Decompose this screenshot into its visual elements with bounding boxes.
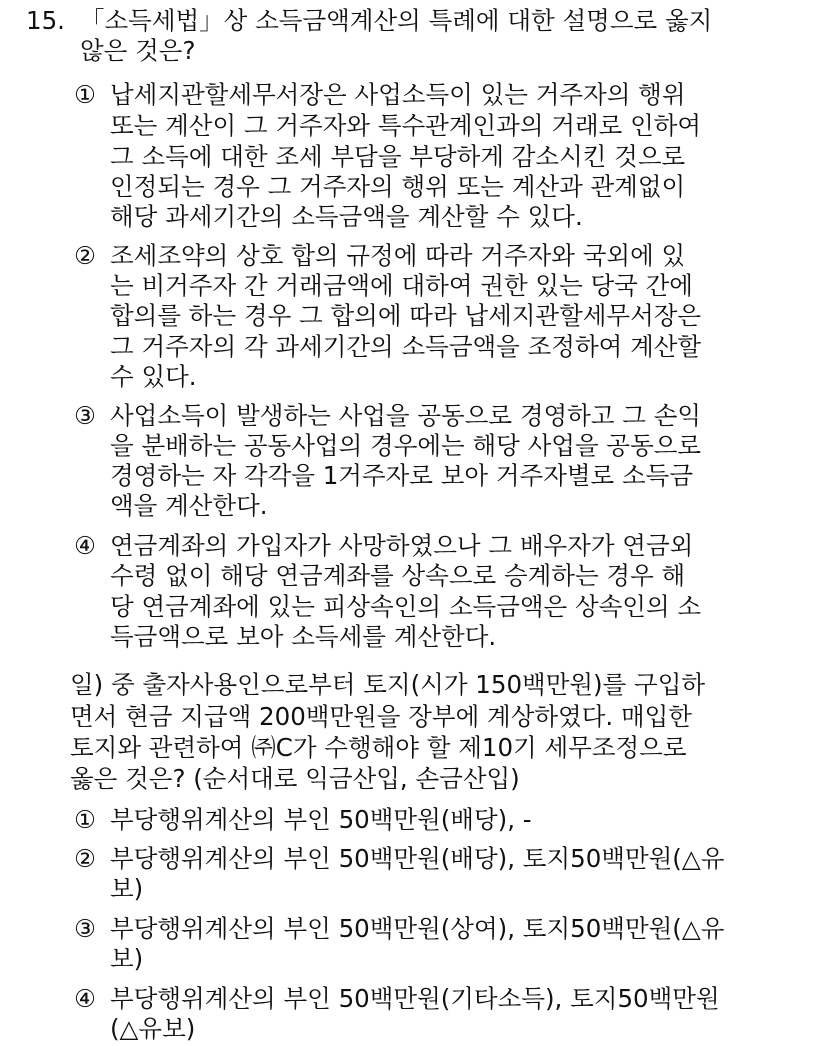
option-text-line: 수령 없이 해당 연금계좌를 상속으로 승계하는 경우 해 bbox=[110, 561, 686, 590]
option-text-line: 는 비거주자 간 거래금액에 대하여 권한 있는 당국 간에 bbox=[110, 271, 693, 300]
option-marker: ② bbox=[74, 844, 96, 873]
option-text-line: 보) bbox=[110, 944, 144, 973]
option-text-line: 부당행위계산의 부인 50백만원(배당), 토지50백만원(△유 bbox=[110, 844, 725, 873]
option-text-line: 수 있다. bbox=[110, 362, 197, 391]
option-text-line: (△유보) bbox=[110, 1014, 196, 1043]
question-stem-line: 않은 것은? bbox=[80, 36, 196, 65]
question-stem-line: 일) 중 출자사용인으로부터 토지(시가 150백만원)를 구입하 bbox=[70, 670, 706, 699]
question-number: 15. bbox=[26, 6, 65, 35]
option-text-line: 당 연금계좌에 있는 피상속인의 소득금액은 상속인의 소 bbox=[110, 592, 702, 621]
option-text-line: 그 소득에 대한 조세 부담을 부당하게 감소시킨 것으로 bbox=[110, 142, 686, 171]
option-marker: ④ bbox=[74, 531, 96, 560]
option-text-line: 을 분배하는 공동사업의 경우에는 해당 사업을 공동으로 bbox=[110, 431, 702, 460]
option-text-line: 부당행위계산의 부인 50백만원(상여), 토지50백만원(△유 bbox=[110, 914, 725, 943]
option-text-line: 그 거주자의 각 과세기간의 소득금액을 조정하여 계산할 bbox=[110, 332, 702, 361]
option-text-line: 연금계좌의 가입자가 사망하였으나 그 배우자가 연금외 bbox=[110, 531, 694, 560]
question-stem-line: 옳은 것은? (순서대로 익금산입, 손금산입) bbox=[70, 764, 520, 793]
option-text-line: 부당행위계산의 부인 50백만원(배당), - bbox=[110, 805, 532, 834]
option-text-line: 해당 과세기간의 소득금액을 계산할 수 있다. bbox=[110, 202, 583, 231]
option-marker: ④ bbox=[74, 984, 96, 1013]
option-text-line: 납세지관할세무서장은 사업소득이 있는 거주자의 행위 bbox=[110, 80, 686, 109]
option-text-line: 합의를 하는 경우 그 합의에 따라 납세지관할세무서장은 bbox=[110, 301, 702, 330]
option-text-line: 또는 계산이 그 거주자와 특수관계인과의 거래로 인하여 bbox=[110, 111, 702, 140]
question-stem-line: 면서 현금 지급액 200백만원을 장부에 계상하였다. 매입한 bbox=[70, 702, 692, 731]
option-text-line: 부당행위계산의 부인 50백만원(기타소득), 토지50백만원 bbox=[110, 984, 720, 1013]
option-text-line: 보) bbox=[110, 874, 144, 903]
option-text-line: 조세조약의 상호 합의 규정에 따라 거주자와 국외에 있 bbox=[110, 241, 686, 270]
question-stem-line: 토지와 관련하여 ㈜C가 수행해야 할 제10기 세무조정으로 bbox=[70, 733, 687, 762]
option-text-line: 득금액으로 보아 소득세를 계산한다. bbox=[110, 622, 497, 651]
option-marker: ③ bbox=[74, 401, 96, 430]
option-marker: ③ bbox=[74, 914, 96, 943]
option-text-line: 인정되는 경우 그 거주자의 행위 또는 계산과 관계없이 bbox=[110, 172, 686, 201]
question-stem-line: 「소득세법」상 소득금액계산의 특례에 대한 설명으로 옳지 bbox=[80, 6, 713, 35]
option-marker: ① bbox=[74, 805, 96, 834]
option-marker: ① bbox=[74, 80, 96, 109]
option-text-line: 경영하는 자 각각을 1거주자로 보아 거주자별로 소득금 bbox=[110, 461, 693, 490]
option-marker: ② bbox=[74, 241, 96, 270]
option-text-line: 액을 계산한다. bbox=[110, 491, 268, 520]
option-text-line: 사업소득이 발생하는 사업을 공동으로 경영하고 그 손익 bbox=[110, 401, 702, 430]
